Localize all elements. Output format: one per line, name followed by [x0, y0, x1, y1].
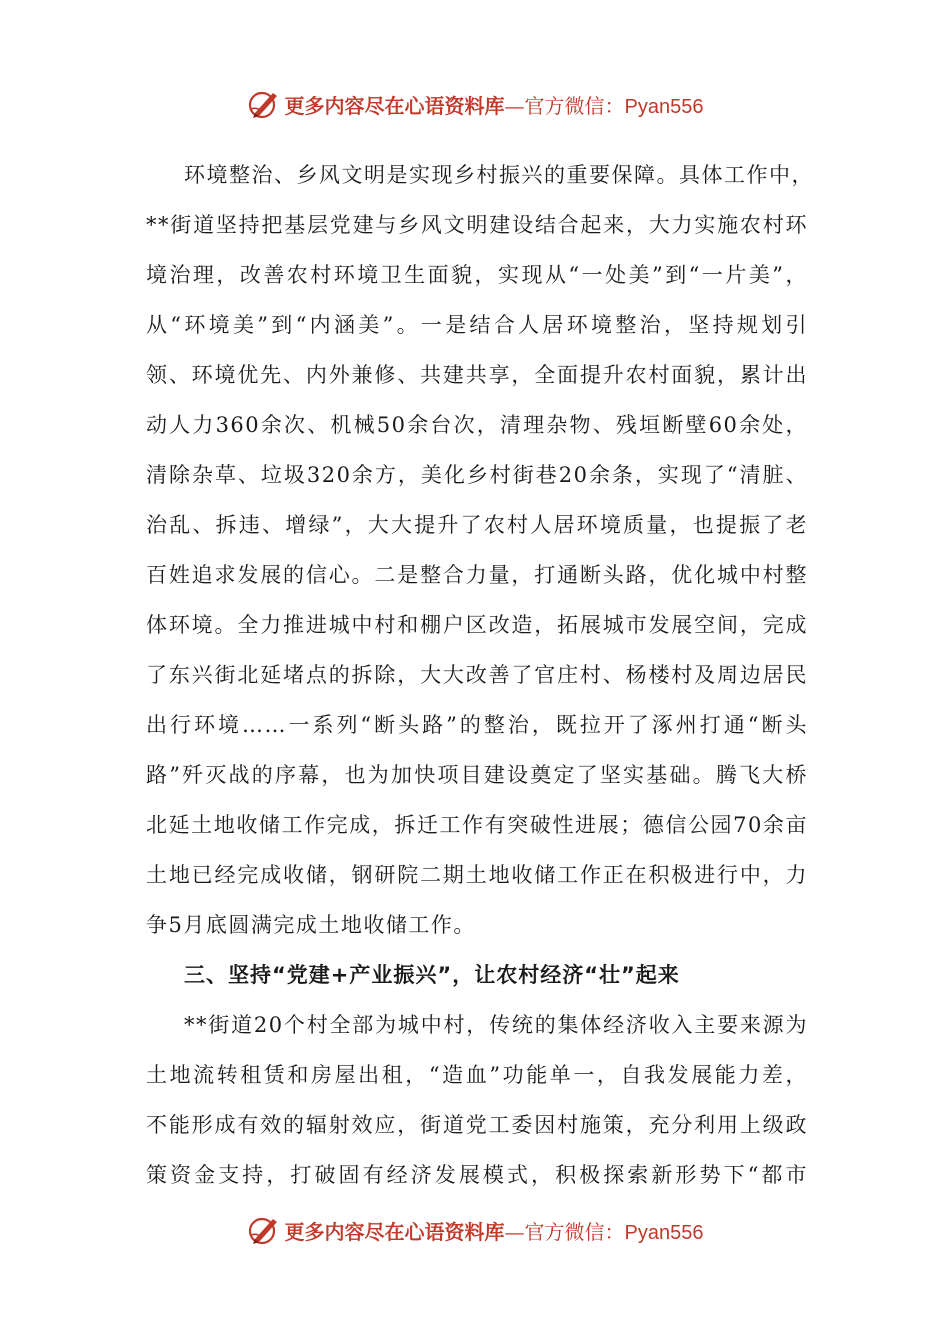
pen-logo-icon: [247, 87, 281, 121]
banner-wechat-label: 官方微信：: [524, 93, 625, 118]
text-line: 出行环境……一系列“断头路”的整治，既拉开了涿州打通“断头: [146, 713, 808, 737]
text-line: 境治理，改善农村环境卫生面貌，实现从“一处美”到“一片美”，: [146, 263, 808, 287]
text-line: 领、环境优先、内外兼修、共建共享，全面提升农村面貌，累计出: [146, 363, 808, 387]
text-line: 清除杂草、垃圾320余方，美化乡村街巷20余条，实现了“清脏、: [146, 463, 808, 487]
text-line: 争5月底圆满完成土地收储工作。: [146, 913, 476, 937]
paragraph-economy: [146, 1000, 808, 1200]
text-line: 百姓追求发展的信心。二是整合力量，打通断头路，优化城中村整: [146, 563, 808, 587]
banner-wechat-label: 官方微信：: [524, 1219, 625, 1244]
text-line: 路”歼灭战的序幕，也为加快项目建设奠定了坚实基础。腾飞大桥: [146, 763, 808, 787]
header-banner: [0, 84, 950, 124]
text-line: 从“环境美”到“内涵美”。一是结合人居环境整治，坚持规划引: [146, 313, 808, 337]
banner-text: [285, 1216, 704, 1245]
banner-separator: —: [504, 93, 525, 118]
banner-promo: 更多内容尽在心语资料库: [284, 93, 505, 118]
text-line: 不能形成有效的辐射效应，街道党工委因村施策，充分利用上级政: [146, 1113, 808, 1137]
banner-text: [285, 90, 704, 119]
banner-wechat-id: Pyan556: [624, 1221, 704, 1244]
text-line: 动人力360余次、机械50余台次，清理杂物、残垣断壁60余处，: [146, 413, 808, 437]
banner-separator: —: [504, 1219, 525, 1244]
text-line: 北延土地收储工作完成，拆迁工作有突破性进展；德信公园70余亩: [146, 813, 808, 837]
paragraph-environment: [146, 150, 814, 950]
banner-promo: 更多内容尽在心语资料库: [284, 1219, 505, 1244]
text-line: 土地流转租赁和房屋出租，“造血”功能单一，自我发展能力差，: [146, 1063, 808, 1087]
banner-wechat-id: Pyan556: [624, 95, 704, 118]
text-line: **街道坚持把基层党建与乡风文明建设结合起来，大力实施农村环: [146, 213, 808, 237]
document-body: [146, 150, 814, 1200]
footer-banner: [0, 1210, 950, 1250]
text-line: **街道20个村全部为城中村，传统的集体经济收入主要来源为: [184, 1013, 808, 1037]
text-line: 环境整治、乡风文明是实现乡村振兴的重要保障。具体工作中，: [184, 163, 814, 187]
text-line: 了东兴街北延堵点的拆除，大大改善了官庄村、杨楼村及周边居民: [146, 663, 808, 687]
text-line: 土地已经完成收储，钢研院二期土地收储工作正在积极进行中，力: [146, 863, 808, 887]
text-line: 治乱、拆违、增绿”，大大提升了农村人居环境质量，也提振了老: [146, 513, 808, 537]
text-line: 体环境。全力推进城中村和棚户区改造，拓展城市发展空间，完成: [146, 613, 808, 637]
text-line: 策资金支持，打破固有经济发展模式，积极探索新形势下“都市: [146, 1163, 808, 1187]
pen-logo-icon: [247, 1213, 281, 1247]
section-heading: 三、坚持“党建+产业振兴”，让农村经济“壮”起来: [184, 963, 680, 987]
